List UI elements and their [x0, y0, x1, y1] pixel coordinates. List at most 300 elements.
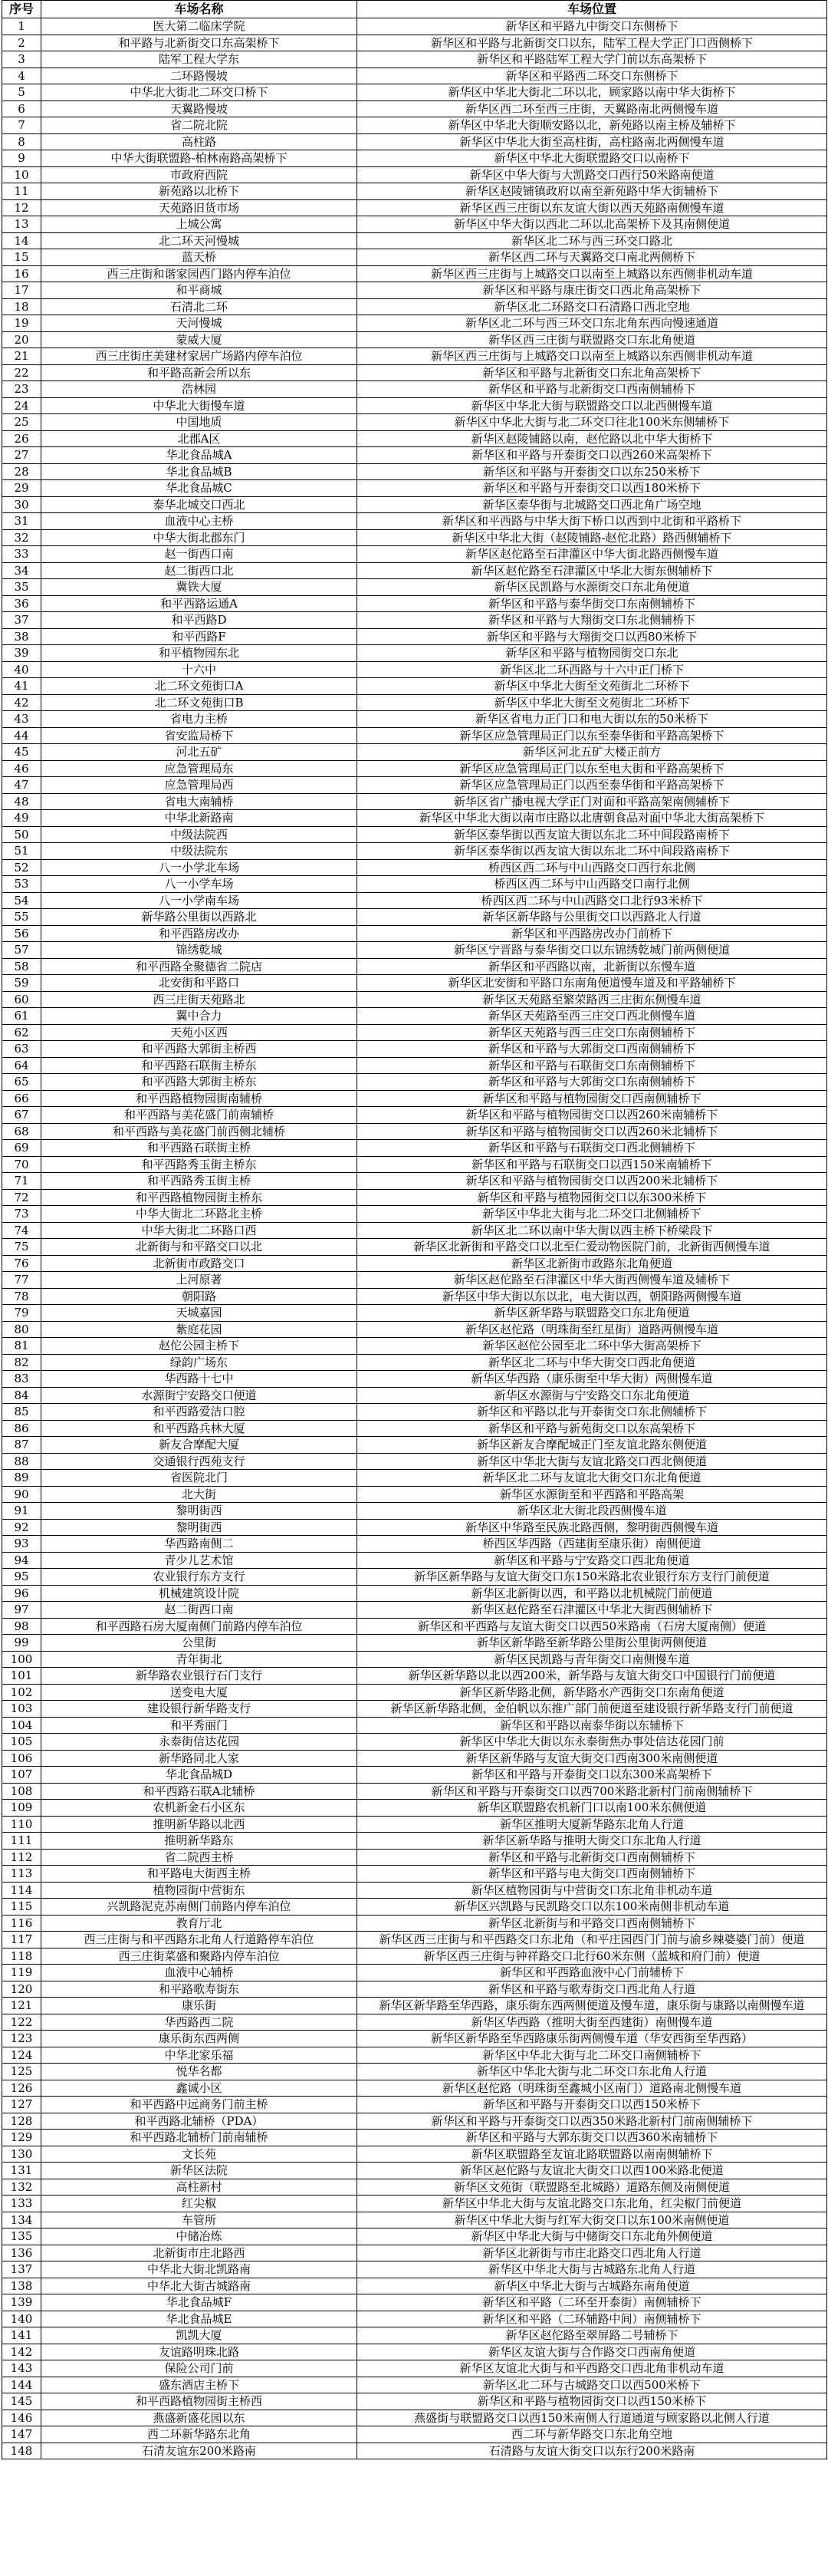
- cell-lot-location: 新华区中华北大街以东永泰街焦办事处信达花园门前: [357, 1734, 827, 1751]
- cell-lot-location: 新华区西三庄街与钟祥路交口北行60米东侧（蓝城和府门前）便道: [357, 1948, 827, 1965]
- cell-lot-location: 新华区北二环与西三环交口东北角东西向慢速通道: [357, 315, 827, 332]
- cell-lot-name: 永泰街信达花园: [41, 1734, 357, 1751]
- cell-index: 46: [2, 760, 41, 777]
- cell-lot-name: 华西路南侧二: [41, 1536, 357, 1553]
- table-row: [2, 1915, 827, 1932]
- cell-lot-name: 十六中: [41, 661, 357, 678]
- cell-index: 110: [2, 1816, 41, 1833]
- table-row: [2, 1602, 827, 1619]
- table-row: [2, 595, 827, 612]
- cell-lot-location: 新华区华西路（康乐街至中华大街）两侧慢车道: [357, 1371, 827, 1388]
- table-row: [2, 1305, 827, 1322]
- cell-lot-location: 新华区赵佗公园至北二环中华大街高架桥下: [357, 1338, 827, 1355]
- cell-lot-location: 新华区和平路与石联街交口西北侧辅桥下: [357, 1140, 827, 1157]
- cell-lot-name: 北大街: [41, 1486, 357, 1503]
- cell-lot-name: 青年街北: [41, 1651, 357, 1668]
- cell-lot-location: 新华区友谊大街与合作路交口西南角便道: [357, 2344, 827, 2360]
- cell-lot-name: 新华路公里街以西路北: [41, 909, 357, 926]
- cell-index: 31: [2, 513, 41, 530]
- cell-lot-name: 新华路农业银行石门支行: [41, 1668, 357, 1685]
- cell-lot-location: 新华区西三庄街与上城路交口以南至上城路以东西侧非机动车道: [357, 348, 827, 365]
- cell-lot-name: 北新街市庄北路西: [41, 2245, 357, 2261]
- cell-index: 137: [2, 2261, 41, 2278]
- table-row: [2, 975, 827, 992]
- cell-lot-location: 新华区中华北大街与红军大街交口以东100米南侧便道: [357, 2212, 827, 2228]
- parking-lot-table: [2, 0, 827, 2459]
- cell-lot-location: 新华区和平路与泰华街交口东南侧辅桥下: [357, 595, 827, 612]
- cell-lot-name: 绿韵广场东: [41, 1354, 357, 1371]
- cell-lot-location: 桥西区西二环与中山西路交口北行93米桥下: [357, 892, 827, 909]
- cell-lot-name: 二环路慢坡: [41, 68, 357, 84]
- table-row: [2, 298, 827, 315]
- cell-lot-location: 新华区中华北大街与北二环交口北侧辅桥下: [357, 1206, 827, 1223]
- cell-lot-location: 新华区天苑路至西三庄交口西北侧慢车道: [357, 1008, 827, 1025]
- cell-lot-name: 西三庄街天苑路北: [41, 991, 357, 1008]
- cell-lot-name: 和平西路石联A北辅桥: [41, 1783, 357, 1800]
- cell-lot-location: 新华区和平西路与友谊大街交口以西50米路南（石房大厦南侧）便道: [357, 1618, 827, 1635]
- cell-lot-name: 华北食品城C: [41, 480, 357, 497]
- cell-lot-location: 新华区赵陵铺镇政府以南至新苑路中华大街辅桥下: [357, 183, 827, 200]
- cell-lot-location: 新华区新友合摩配城正门至友谊北路东侧便道: [357, 1437, 827, 1454]
- cell-lot-location: 新华区和平西路与中华大街下桥口以西到中北街和平路桥下: [357, 513, 827, 530]
- table-row: [2, 2278, 827, 2294]
- cell-index: 124: [2, 2047, 41, 2064]
- cell-lot-location: 新华区新华路至华西路康乐街两侧慢车道（华安西街至华西路）: [357, 2031, 827, 2047]
- cell-lot-name: 上河原著: [41, 1272, 357, 1289]
- cell-index: 148: [2, 2443, 41, 2459]
- cell-lot-location: 新华区和平路与北新街交口以东，陆军工程大学正门口西侧桥下: [357, 35, 827, 51]
- table-row: [2, 727, 827, 744]
- cell-index: 45: [2, 744, 41, 761]
- cell-lot-name: 省二院北院: [41, 117, 357, 134]
- cell-lot-name: 石清北二环: [41, 298, 357, 315]
- cell-index: 52: [2, 859, 41, 876]
- table-row: [2, 2228, 827, 2245]
- table-row: [2, 150, 827, 167]
- cell-lot-name: 和平路歌寿街东: [41, 1981, 357, 1998]
- table-row: [2, 1255, 827, 1272]
- cell-lot-location: 新华区联盟路至友谊北路联盟路以南南侧辅桥下: [357, 2146, 827, 2163]
- table-row: [2, 68, 827, 84]
- cell-index: 65: [2, 1074, 41, 1091]
- cell-index: 125: [2, 2064, 41, 2080]
- cell-lot-location: 新华区新华路至新华路公里街公里街两侧便道: [357, 1635, 827, 1652]
- cell-lot-name: 上城公寓: [41, 216, 357, 233]
- cell-index: 127: [2, 2097, 41, 2113]
- table-row: [2, 628, 827, 645]
- table-row: [2, 810, 827, 827]
- table-row: [2, 1618, 827, 1635]
- cell-lot-name: 和平西路植物园街南辅桥: [41, 1090, 357, 1107]
- cell-lot-name: 西三庄街菜盛和聚路内停车泊位: [41, 1948, 357, 1965]
- table-row: [2, 777, 827, 794]
- cell-lot-name: 黎明街西: [41, 1519, 357, 1536]
- cell-index: 9: [2, 150, 41, 167]
- table-row: [2, 1635, 827, 1652]
- cell-index: 61: [2, 1008, 41, 1025]
- cell-index: 87: [2, 1437, 41, 1454]
- cell-index: 6: [2, 100, 41, 117]
- table-row: [2, 397, 827, 414]
- cell-index: 11: [2, 183, 41, 200]
- cell-lot-location: 新华区北二环与中华大街交口西北角便道: [357, 1354, 827, 1371]
- cell-index: 54: [2, 892, 41, 909]
- table-row: [2, 1701, 827, 1718]
- table-row: [2, 1981, 827, 1998]
- cell-index: 63: [2, 1041, 41, 1058]
- cell-index: 146: [2, 2410, 41, 2426]
- table-row: [2, 2377, 827, 2393]
- cell-index: 60: [2, 991, 41, 1008]
- table-row: [2, 2294, 827, 2311]
- table-body: [2, 18, 827, 2459]
- cell-lot-name: 省电力主桥: [41, 711, 357, 728]
- cell-lot-name: 医大第二临床学院: [41, 18, 357, 35]
- table-row: [2, 2393, 827, 2410]
- table-row: [2, 744, 827, 761]
- cell-index: 17: [2, 282, 41, 299]
- table-row: [2, 2146, 827, 2163]
- cell-index: 115: [2, 1899, 41, 1916]
- table-row: [2, 1717, 827, 1734]
- cell-lot-name: 冀铁大厦: [41, 579, 357, 596]
- table-row: [2, 1239, 827, 1256]
- cell-lot-name: 和平西路石联街主桥: [41, 1140, 357, 1157]
- cell-lot-location: 新华区新华路至华西路，康乐街东西两侧便道及慢车道，康乐街与康路以南侧慢车道: [357, 1998, 827, 2014]
- cell-lot-location: 新华区和平路西二环交口东侧桥下: [357, 68, 827, 84]
- table-row: [2, 2327, 827, 2344]
- cell-lot-location: 新华区和平路陆军工程大学门前以东高架桥下: [357, 51, 827, 68]
- table-row: [2, 1041, 827, 1058]
- table-row: [2, 2360, 827, 2377]
- cell-lot-location: 新华区和平路与开泰街交口以东250米桥下: [357, 463, 827, 480]
- header-lot-location: 车场位置: [357, 1, 827, 18]
- cell-lot-location: 新华区北新街和平路交口以北至仁爱动物医院门前，北新街西侧慢车道: [357, 1239, 827, 1256]
- cell-lot-name: 陆军工程大学东: [41, 51, 357, 68]
- table-row: [2, 2311, 827, 2327]
- table-row: [2, 1090, 827, 1107]
- cell-index: 126: [2, 2080, 41, 2097]
- cell-lot-location: 新华区水源街至和平西路和平路高架: [357, 1486, 827, 1503]
- table-row: [2, 958, 827, 975]
- cell-index: 71: [2, 1173, 41, 1190]
- cell-lot-location: 新华区应急管理局正门以东至电大街和平路高架桥下: [357, 760, 827, 777]
- cell-lot-name: 河北五矿: [41, 744, 357, 761]
- cell-lot-name: 浩林园: [41, 381, 357, 398]
- table-row: [2, 2261, 827, 2278]
- table-header-row: [2, 1, 827, 18]
- cell-lot-location: 新华区新华路与友谊大街交口西南300米南侧便道: [357, 1750, 827, 1767]
- cell-lot-name: 新友合摩配大厦: [41, 1437, 357, 1454]
- cell-index: 105: [2, 1734, 41, 1751]
- header-lot-name: 车场名称: [41, 1, 357, 18]
- table-row: [2, 1222, 827, 1239]
- cell-lot-name: 和平西路石房大厦南侧门前路内停车泊位: [41, 1618, 357, 1635]
- cell-lot-location: 新华区泰华街以西友谊大街以东北二环中间段路南桥下: [357, 826, 827, 843]
- cell-lot-location: 新华区北二环路交口石清路口西北空地: [357, 298, 827, 315]
- cell-lot-location: 新华区天苑路至繁荣路西三庄街东侧慢车道: [357, 991, 827, 1008]
- cell-lot-name: 和平路电大街西主桥: [41, 1866, 357, 1883]
- cell-lot-location: 新华区和平路与电大街交口西南侧辅桥下: [357, 1866, 827, 1883]
- cell-lot-name: 北新街市政路交口: [41, 1255, 357, 1272]
- cell-index: 109: [2, 1800, 41, 1817]
- cell-index: 119: [2, 1965, 41, 1981]
- cell-lot-name: 八一小学车场: [41, 876, 357, 893]
- cell-index: 29: [2, 480, 41, 497]
- cell-lot-name: 新华路同北人家: [41, 1750, 357, 1767]
- cell-lot-name: 中华大街联盟路-柏林南路高架桥下: [41, 150, 357, 167]
- cell-index: 49: [2, 810, 41, 827]
- table-row: [2, 529, 827, 546]
- cell-lot-location: 新华区和平路与歌寿街交口西北角人行道: [357, 1981, 827, 1998]
- cell-index: 123: [2, 2031, 41, 2047]
- cell-index: 36: [2, 595, 41, 612]
- cell-index: 37: [2, 612, 41, 629]
- table-row: [2, 562, 827, 579]
- cell-lot-location: 新华区西三庄街以东友谊大街以西天苑路南侧慢车道: [357, 199, 827, 216]
- cell-lot-location: 新华区中华北大街顺安路以北，新苑路以南主桥及辅桥下: [357, 117, 827, 134]
- cell-index: 108: [2, 1783, 41, 1800]
- table-row: [2, 2426, 827, 2443]
- cell-lot-name: 送变电大厦: [41, 1684, 357, 1701]
- cell-lot-location: 新华区和平路（二环至开泰街）南侧辅桥下: [357, 2294, 827, 2311]
- cell-index: 96: [2, 1585, 41, 1602]
- cell-index: 40: [2, 661, 41, 678]
- cell-index: 98: [2, 1618, 41, 1635]
- table-row: [2, 1470, 827, 1487]
- cell-lot-location: 新华区新华路与公里街交口以西路北人行道: [357, 909, 827, 926]
- cell-index: 70: [2, 1156, 41, 1173]
- cell-lot-name: 和平西路北辅桥（PDA）: [41, 2113, 357, 2130]
- table-row: [2, 991, 827, 1008]
- cell-index: 76: [2, 1255, 41, 1272]
- cell-index: 103: [2, 1701, 41, 1718]
- table-row: [2, 925, 827, 942]
- cell-index: 27: [2, 447, 41, 464]
- cell-lot-location: 新华区兴凯路与民凯路交口以东100米南侧非机动车道: [357, 1899, 827, 1916]
- cell-lot-name: 赵二街西口南: [41, 1602, 357, 1619]
- cell-index: 8: [2, 133, 41, 150]
- cell-index: 116: [2, 1915, 41, 1932]
- cell-index: 5: [2, 84, 41, 101]
- cell-lot-name: 教育厅北: [41, 1915, 357, 1932]
- table-row: [2, 892, 827, 909]
- table-row: [2, 331, 827, 348]
- cell-lot-location: 新华区和平路与开泰街交口以西180米桥下: [357, 480, 827, 497]
- cell-lot-name: 血液中心主桥: [41, 513, 357, 530]
- table-row: [2, 2031, 827, 2047]
- cell-lot-location: 新华区推明大厦新华路东北角人行道: [357, 1816, 827, 1833]
- cell-lot-name: 和平西路全聚德省二院店: [41, 958, 357, 975]
- table-row: [2, 1668, 827, 1685]
- cell-index: 64: [2, 1057, 41, 1074]
- cell-index: 111: [2, 1833, 41, 1850]
- table-row: [2, 1965, 827, 1981]
- cell-lot-name: 天河慢城: [41, 315, 357, 332]
- table-row: [2, 1948, 827, 1965]
- cell-lot-location: 新华区赵陵铺路以南，赵佗路以北中华大街桥下: [357, 430, 827, 447]
- cell-lot-name: 推明新华路以北西: [41, 1816, 357, 1833]
- table-row: [2, 2064, 827, 2080]
- cell-index: 69: [2, 1140, 41, 1157]
- cell-lot-location: 新华区中华北大街与中储街交口东北角外侧便道: [357, 2228, 827, 2245]
- cell-index: 100: [2, 1651, 41, 1668]
- cell-lot-name: 和平西路与美花盛门前西侧北辅桥: [41, 1123, 357, 1140]
- cell-lot-name: 文长苑: [41, 2146, 357, 2163]
- table-row: [2, 496, 827, 513]
- table-row: [2, 1684, 827, 1701]
- cell-lot-name: 华北食品城F: [41, 2294, 357, 2311]
- cell-lot-location: 新华区和平路（二环辅路中间）南侧辅桥下: [357, 2311, 827, 2327]
- cell-index: 53: [2, 876, 41, 893]
- cell-index: 134: [2, 2212, 41, 2228]
- cell-lot-location: 新华区新华路与推明大街交口东北角人行道: [357, 1833, 827, 1850]
- cell-lot-name: 高柱新村: [41, 2179, 357, 2196]
- table-row: [2, 1536, 827, 1553]
- cell-lot-location: 新华区和平路与大郭街交口西南侧辅桥下: [357, 1041, 827, 1058]
- cell-lot-name: 和平秀丽门: [41, 1717, 357, 1734]
- cell-lot-name: 中华北大街北二环交口桥下: [41, 84, 357, 101]
- cell-index: 21: [2, 348, 41, 365]
- cell-index: 48: [2, 793, 41, 810]
- cell-index: 122: [2, 2014, 41, 2031]
- cell-lot-name: 凯凯大厦: [41, 2327, 357, 2344]
- table-row: [2, 1173, 827, 1190]
- cell-index: 88: [2, 1453, 41, 1470]
- cell-lot-name: 和平西路石联街主桥东: [41, 1057, 357, 1074]
- cell-lot-location: 新华区中华北大街至文苑街北二环桥下: [357, 694, 827, 711]
- table-row: [2, 694, 827, 711]
- cell-lot-location: 新华区联盟路农机新门口以南100米东侧便道: [357, 1800, 827, 1817]
- cell-lot-location: 新华区和平路与植物园街交口以西260米北辅桥下: [357, 1123, 827, 1140]
- table-row: [2, 2014, 827, 2031]
- cell-lot-location: 新华区中华路至民族北路西侧，黎明街西侧慢车道: [357, 1519, 827, 1536]
- table-row: [2, 645, 827, 662]
- table-row: [2, 1734, 827, 1751]
- cell-lot-location: 新华区北新街与和平路交口西南侧辅桥下: [357, 1915, 827, 1932]
- table-row: [2, 35, 827, 51]
- table-row: [2, 513, 827, 530]
- cell-index: 55: [2, 909, 41, 926]
- table-row: [2, 117, 827, 134]
- cell-index: 143: [2, 2360, 41, 2377]
- cell-index: 16: [2, 265, 41, 282]
- cell-index: 129: [2, 2130, 41, 2146]
- cell-index: 1: [2, 18, 41, 35]
- table-row: [2, 1371, 827, 1388]
- cell-index: 10: [2, 166, 41, 183]
- table-row: [2, 414, 827, 431]
- cell-index: 131: [2, 2163, 41, 2179]
- table-row: [2, 463, 827, 480]
- cell-lot-location: 新华区北新街市政路东北角便道: [357, 1255, 827, 1272]
- cell-index: 75: [2, 1239, 41, 1256]
- cell-lot-name: 泰华北城交口西北: [41, 496, 357, 513]
- cell-index: 97: [2, 1602, 41, 1619]
- table-row: [2, 760, 827, 777]
- cell-lot-name: 和平路高新会所以东: [41, 364, 357, 381]
- cell-lot-name: 盛东酒店主桥下: [41, 2377, 357, 2393]
- cell-index: 135: [2, 2228, 41, 2245]
- cell-lot-location: 新华区和平路与开泰街交口以西350米路北新村门前南侧辅桥下: [357, 2113, 827, 2130]
- cell-lot-location: 新华区和平路与开泰街交口以西150米桥下: [357, 2097, 827, 2113]
- cell-lot-name: 紫庭花园: [41, 1321, 357, 1338]
- cell-lot-name: 血液中心辅桥: [41, 1965, 357, 1981]
- cell-index: 74: [2, 1222, 41, 1239]
- cell-lot-name: 和平西路爱洁口腔: [41, 1404, 357, 1421]
- table-row: [2, 2130, 827, 2146]
- cell-lot-location: 新华区中华北大街北二环以北，顾家路以南中华大街桥下: [357, 84, 827, 101]
- cell-index: 33: [2, 546, 41, 563]
- cell-index: 93: [2, 1536, 41, 1553]
- cell-index: 113: [2, 1866, 41, 1883]
- cell-index: 22: [2, 364, 41, 381]
- table-row: [2, 1783, 827, 1800]
- cell-lot-name: 和平植物园东北: [41, 645, 357, 662]
- cell-lot-location: 新华区北二环与友谊北大街交口东北角便道: [357, 1470, 827, 1487]
- cell-lot-location: 新华区和平路九中街交口东侧桥下: [357, 18, 827, 35]
- cell-lot-location: 新华区华西路（推明大街至西建街）南侧慢车道: [357, 2014, 827, 2031]
- cell-index: 68: [2, 1123, 41, 1140]
- table-row: [2, 2443, 827, 2459]
- cell-lot-name: 西二环新华路东北角: [41, 2426, 357, 2443]
- cell-index: 80: [2, 1321, 41, 1338]
- cell-lot-name: 推明新华路东: [41, 1833, 357, 1850]
- table-row: [2, 1849, 827, 1866]
- cell-index: 84: [2, 1387, 41, 1404]
- cell-lot-location: 新华区民凯路与水源街交口东北角便道: [357, 579, 827, 596]
- table-row: [2, 1569, 827, 1586]
- cell-lot-location: 新华区北新街以西，和平路以北机械院门前便道: [357, 1585, 827, 1602]
- cell-lot-location: 新华区中华北大街与北二环交口往北100米东侧辅桥下: [357, 414, 827, 431]
- cell-lot-name: 天苑小区西: [41, 1024, 357, 1041]
- cell-lot-name: 建设银行新华路支行: [41, 1701, 357, 1718]
- cell-lot-name: 公里街: [41, 1635, 357, 1652]
- cell-index: 7: [2, 117, 41, 134]
- cell-lot-location: 桥西区西二环与中山西路交口西行东北侧: [357, 859, 827, 876]
- cell-lot-name: 农业银行东方支行: [41, 1569, 357, 1586]
- table-row: [2, 942, 827, 959]
- table-row: [2, 1866, 827, 1883]
- table-row: [2, 315, 827, 332]
- cell-lot-name: 和平西路大郭街主桥东: [41, 1074, 357, 1091]
- cell-lot-name: 翼中合力: [41, 1008, 357, 1025]
- cell-lot-location: 新华区北二环以南中华大街以西主桥下桥梁段下: [357, 1222, 827, 1239]
- table-row: [2, 2196, 827, 2212]
- cell-lot-name: 应急管理局西: [41, 777, 357, 794]
- cell-lot-location: 新华区和平西路房改办门前桥下: [357, 925, 827, 942]
- table-row: [2, 2097, 827, 2113]
- cell-index: 121: [2, 1998, 41, 2014]
- cell-lot-location: 新华区和平路与北新街交口西南侧辅桥下: [357, 381, 827, 398]
- table-row: [2, 1140, 827, 1157]
- table-row: [2, 1272, 827, 1289]
- cell-index: 89: [2, 1470, 41, 1487]
- cell-index: 91: [2, 1503, 41, 1520]
- cell-index: 19: [2, 315, 41, 332]
- cell-lot-location: 桥西区华西路（西建街至康乐街）南侧便道: [357, 1536, 827, 1553]
- cell-lot-name: 八一小学北车场: [41, 859, 357, 876]
- table-row: [2, 1404, 827, 1421]
- cell-index: 34: [2, 562, 41, 579]
- cell-lot-name: 机械建筑设计院: [41, 1585, 357, 1602]
- cell-lot-location: 西二环与新华路交口东北角空地: [357, 2426, 827, 2443]
- cell-lot-location: 新华区赵佗路与友谊北大街交口以西100米路北便道: [357, 2163, 827, 2179]
- cell-lot-location: 新华区和平西路以南，北新街以东慢车道: [357, 958, 827, 975]
- cell-lot-location: 新华区和平路与植物园街交口西南侧辅桥下: [357, 1090, 827, 1107]
- cell-lot-location: 新华区中华北大街与友谊北路交口西北侧便道: [357, 1453, 827, 1470]
- cell-index: 101: [2, 1668, 41, 1685]
